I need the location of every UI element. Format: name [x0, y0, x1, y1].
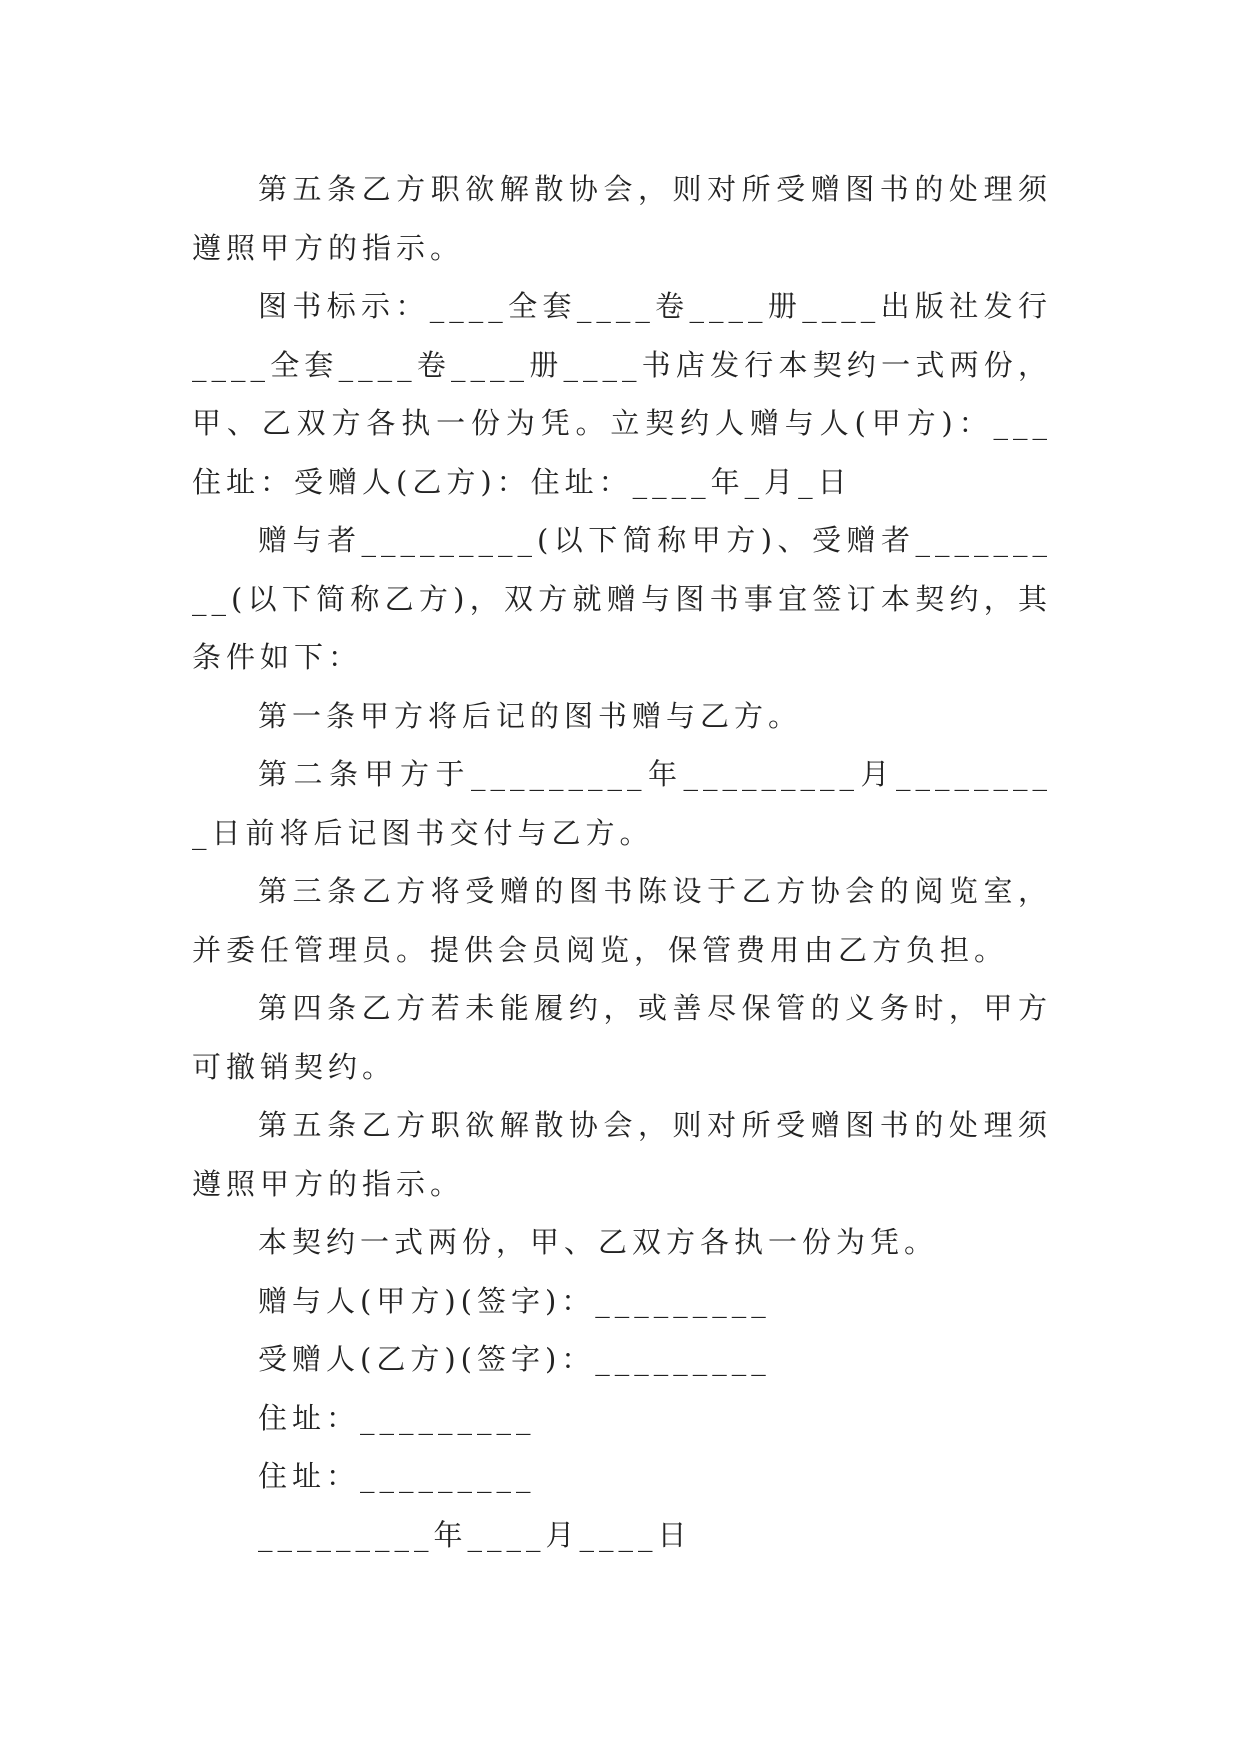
address-line-recipient: 住址：_________: [258, 1459, 536, 1493]
paragraph-article-1: 第一条甲方将后记的图书赠与乙方。: [258, 698, 803, 733]
paragraph-article-2: 第二条甲方于_________年_________月_________日前将后记图书交付与乙方。: [192, 757, 1052, 850]
paragraph-article-5: 第五条乙方职欲解散协会，则对所受赠图书的处理须遵照甲方的指示。: [192, 1108, 1052, 1201]
signature-donor: 赠与人(甲方)(签字)：_________: [258, 1283, 771, 1318]
address-line-donor: 住址：_________: [258, 1400, 536, 1435]
paragraph-book-listing: 图书标示：____全套____卷____册____出版社发行____全套____卷____册____书店发行本契约一式两份，甲、乙双方各执一份为凭。立契约人赠与人(甲方)：___住址：受赠人(乙方)：住址：____年_月_日: [192, 289, 1052, 499]
paragraph-article-4: 第四条乙方若未能履约，或善尽保管的义务时，甲方可撤销契约。: [192, 991, 1052, 1084]
date-line: _________年____月____日: [258, 1517, 692, 1552]
paragraph-copies: 本契约一式两份，甲、乙双方各执一份为凭。: [258, 1225, 939, 1259]
signature-recipient: 受赠人(乙方)(签字)：_________: [258, 1342, 771, 1376]
paragraph-article-5-top: 第五条乙方职欲解散协会，则对所受赠图书的处理须遵照甲方的指示。: [192, 172, 1052, 265]
paragraph-parties: 赠与者_________(以下简称甲方)、受赠者_________(以下简称乙方)，双方就赠与图书事宜签订本契约，其条件如下：: [192, 523, 1052, 674]
document-body: [192, 160, 1052, 1564]
paragraph-article-3: 第三条乙方将受赠的图书陈设于乙方协会的阅览室，并委任管理员。提供会员阅览，保管费用由乙方负担。: [192, 874, 1052, 967]
